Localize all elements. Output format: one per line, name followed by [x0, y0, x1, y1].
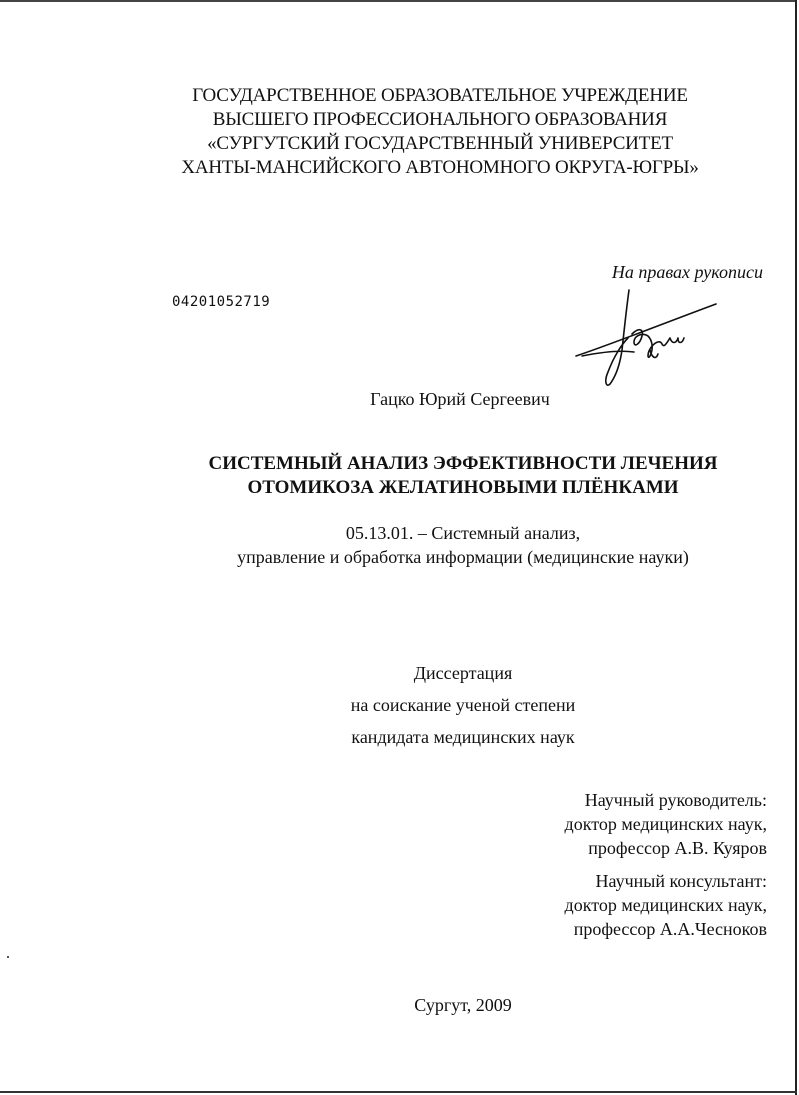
specialty-code — [0, 521, 799, 569]
institution-line-2: ВЫСШЕГО ПРОФЕССИОНАЛЬНОГО ОБРАЗОВАНИЯ — [212, 109, 668, 130]
degree-line-3: кандидата медицинских наук — [351, 727, 575, 747]
thesis-title — [0, 452, 799, 500]
page-border-bottom — [0, 1091, 797, 1093]
institution-line-4: ХАНТЫ-МАНСИЙСКОГО АВТОНОМНОГО ОКРУГА-ЮГРЫ» — [181, 157, 699, 178]
scan-speck — [7, 956, 9, 958]
degree-block — [0, 661, 799, 757]
institution-header — [0, 84, 799, 180]
degree-line-2: на соискание ученой степени — [350, 695, 576, 715]
institution-line-3: «СУРГУТСКИЙ ГОСУДАРСТВЕННЫЙ УНИВЕРСИТЕТ — [207, 133, 673, 154]
page-border-top — [0, 0, 797, 2]
advisor-degree: доктор медицинских наук, — [564, 814, 767, 834]
consultant-role: Научный консультант: — [595, 871, 767, 891]
consultant-name: профессор А.А.Чесноков — [573, 919, 767, 939]
place-and-year: Сургут, 2009 — [414, 995, 512, 1015]
advisor-role: Научный руководитель: — [584, 790, 767, 810]
specialty-line-1: 05.13.01. – Системный анализ, — [345, 523, 581, 543]
manuscript-rights-note: На правах рукописи — [611, 262, 763, 282]
scientific-consultant — [565, 869, 767, 941]
institution-line-1: ГОСУДАРСТВЕННОЕ ОБРАЗОВАТЕЛЬНОЕ УЧРЕЖДЕНИЕ — [192, 85, 688, 106]
degree-line-1: Диссертация — [413, 663, 513, 683]
author-name: Гацко Юрий Сергеевич — [370, 389, 550, 409]
specialty-line-2: управление и обработка информации (медицинские науки) — [237, 547, 689, 567]
scientific-advisor — [565, 788, 767, 860]
consultant-degree: доктор медицинских наук, — [564, 895, 767, 915]
advisor-name: профессор А.В. Куяров — [588, 838, 767, 858]
thesis-title-line-2: ОТОМИКОЗА ЖЕЛАТИНОВЫМИ ПЛЁНКАМИ — [247, 477, 679, 498]
thesis-title-line-1: СИСТЕМНЫЙ АНАЛИЗ ЭФФЕКТИВНОСТИ ЛЕЧЕНИЯ — [208, 453, 718, 474]
document-code: 04201052719 — [172, 294, 271, 310]
author-signature — [572, 284, 722, 389]
